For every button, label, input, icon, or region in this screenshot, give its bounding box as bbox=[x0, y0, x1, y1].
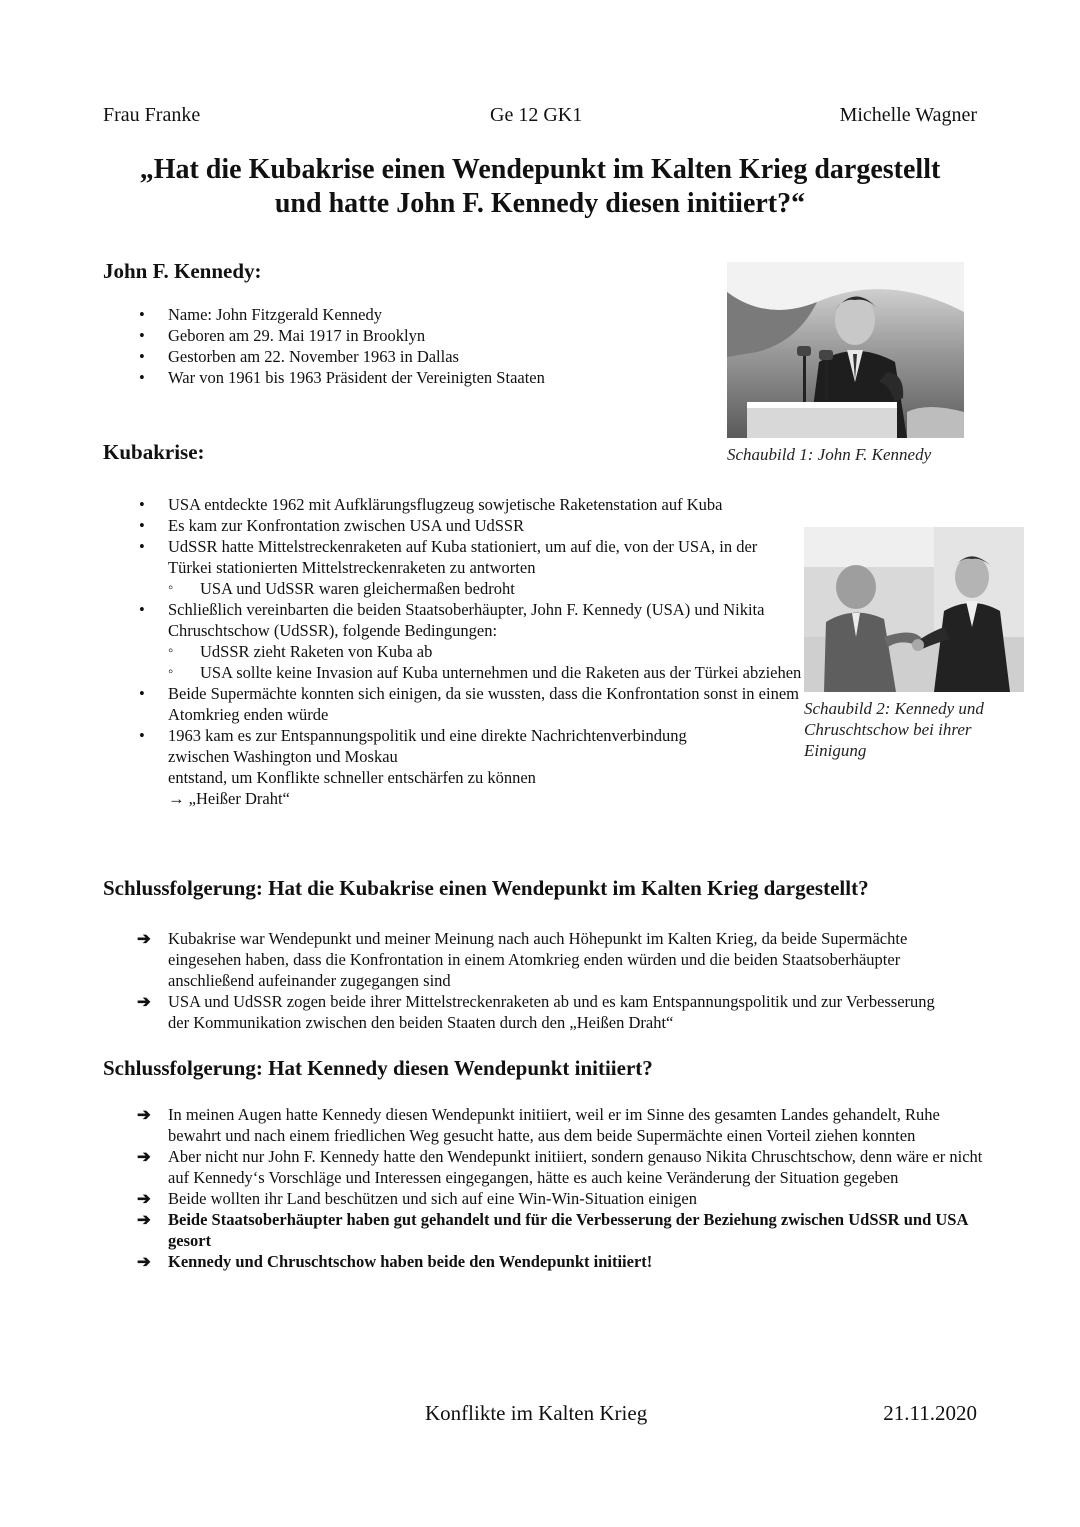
kennedy-photo bbox=[727, 262, 964, 438]
kennedy-chruschtschow-photo bbox=[804, 527, 1024, 692]
list-item: ➔ Kennedy und Chruschtschow haben beide den Wendepunkt initiiert! bbox=[103, 1251, 983, 1272]
kubakrise-list bbox=[103, 683, 803, 767]
conclusion-1-heading: Schlussfolgerung: Hat die Kubakrise einen Wendepunkt im Kalten Krieg dargestellt? bbox=[103, 876, 869, 900]
kubakrise-list bbox=[103, 494, 803, 578]
page-title-line-2: und hatte John F. Kennedy diesen initiiert?“ bbox=[274, 188, 806, 219]
kennedy-photo-image bbox=[727, 262, 964, 438]
list-item: • Schließlich vereinbarten die beiden Staatsoberhäupter, John F. Kennedy (USA) und Nikita Chruschtschow (UdSSR), folgende Bedingungen: bbox=[103, 599, 803, 641]
kubakrise-list bbox=[103, 599, 803, 641]
list-item: ➔ USA und UdSSR zogen beide ihrer Mittelstreckenraketen ab und es kam Entspannungspolitik und zur Verbesserung der Kommunikation zwischen den beiden Staaten durch den „Heißen Draht“ bbox=[103, 991, 953, 1033]
header-teacher: Frau Franke bbox=[103, 104, 201, 126]
list-item: ◦ USA sollte keine Invasion auf Kuba unternehmen und die Raketen aus der Türkei abziehen bbox=[168, 662, 803, 683]
list-item: • Geboren am 29. Mai 1917 in Brooklyn bbox=[103, 325, 683, 346]
kennedy-chruschtschow-image bbox=[804, 527, 1024, 692]
list-item: • USA entdeckte 1962 mit Aufklärungsflugzeug sowjetische Raketenstation auf Kuba bbox=[103, 494, 803, 515]
list-item: • Name: John Fitzgerald Kennedy bbox=[103, 304, 683, 325]
list-item: • UdSSR hatte Mittelstreckenraketen auf Kuba stationiert, um auf die, von der USA, in der Türkei stationierten Mittelstreckenraketen zu antworten bbox=[103, 536, 803, 578]
kubakrise-sublist bbox=[168, 641, 803, 683]
kubakrise-sublist bbox=[168, 578, 803, 599]
header-student: Michelle Wagner bbox=[839, 104, 977, 126]
kubakrise-heading: Kubakrise: bbox=[103, 440, 205, 464]
list-item: • 1963 kam es zur Entspannungspolitik und eine direkte Nachrichtenverbindung zwischen Washington und Moskau bbox=[103, 725, 803, 767]
list-item: • Es kam zur Konfrontation zwischen USA und UdSSR bbox=[103, 515, 803, 536]
header-course: Ge 12 GK1 bbox=[490, 104, 583, 126]
kubakrise-content bbox=[103, 494, 803, 809]
footer-topic: Konflikte im Kalten Krieg bbox=[425, 1401, 648, 1425]
conclusion-2-list bbox=[103, 1104, 983, 1272]
list-item: • Gestorben am 22. November 1963 in Dallas bbox=[103, 346, 683, 367]
kennedy-list bbox=[103, 304, 683, 388]
hot-line-note: → „Heißer Draht“ bbox=[168, 789, 290, 808]
list-item: ◦ UdSSR zieht Raketen von Kuba ab bbox=[168, 641, 803, 662]
kennedy-heading: John F. Kennedy: bbox=[103, 259, 262, 283]
list-item: ➔ Beide wollten ihr Land beschützen und sich auf eine Win-Win-Situation einigen bbox=[103, 1188, 983, 1209]
page-title bbox=[0, 153, 1080, 221]
list-item: ➔ Aber nicht nur John F. Kennedy hatte den Wendepunkt initiiert, sondern genauso Nikita Chruschtschow, denn wäre er nicht auf Kennedy‘s Vorschläge und Interessen eingegangen, hätte es auch keine Veränderung der Situation gegeben bbox=[103, 1146, 983, 1188]
page-title-line-1: „Hat die Kubakrise einen Wendepunkt im Kalten Krieg dargestellt bbox=[139, 154, 941, 185]
figure-2-caption: Schaubild 2: Kennedy und Chruschtschow bei ihrer Einigung bbox=[804, 699, 984, 760]
footer-date: 21.11.2020 bbox=[883, 1401, 977, 1425]
list-item: ➔ In meinen Augen hatte Kennedy diesen Wendepunkt initiiert, weil er im Sinne des gesamten Landes gehandelt, Ruhe bewahrt und nach einem friedlichen Weg gesucht hatte, aus dem beide Supermächte einen Vorteil ziehen konnten bbox=[103, 1104, 983, 1146]
figure-1-caption: Schaubild 1: John F. Kennedy bbox=[727, 445, 932, 464]
list-item: • Beide Supermächte konnten sich einigen, da sie wussten, dass die Konfrontation sonst in einem Atomkrieg enden würde bbox=[103, 683, 803, 725]
conclusion-1-list bbox=[103, 928, 953, 1033]
conclusion-2-heading: Schlussfolgerung: Hat Kennedy diesen Wendepunkt initiiert? bbox=[103, 1056, 653, 1080]
list-item: ◦ USA und UdSSR waren gleichermaßen bedroht bbox=[168, 578, 803, 599]
list-continuation: entstand, um Konflikte schneller entschärfen zu können bbox=[168, 768, 536, 787]
list-item: ➔ Kubakrise war Wendepunkt und meiner Meinung nach auch Höhepunkt im Kalten Krieg, da beide Supermächte eingesehen haben, dass die Konfrontation in einem Atomkrieg enden würden und die beiden Staatsoberhäupter anschließend aufeinander zugegangen sind bbox=[103, 928, 953, 991]
list-item: • War von 1961 bis 1963 Präsident der Vereinigten Staaten bbox=[103, 367, 683, 388]
list-item: ➔ Beide Staatsoberhäupter haben gut gehandelt und für die Verbesserung der Beziehung zwischen UdSSR und USA gesort bbox=[103, 1209, 983, 1251]
